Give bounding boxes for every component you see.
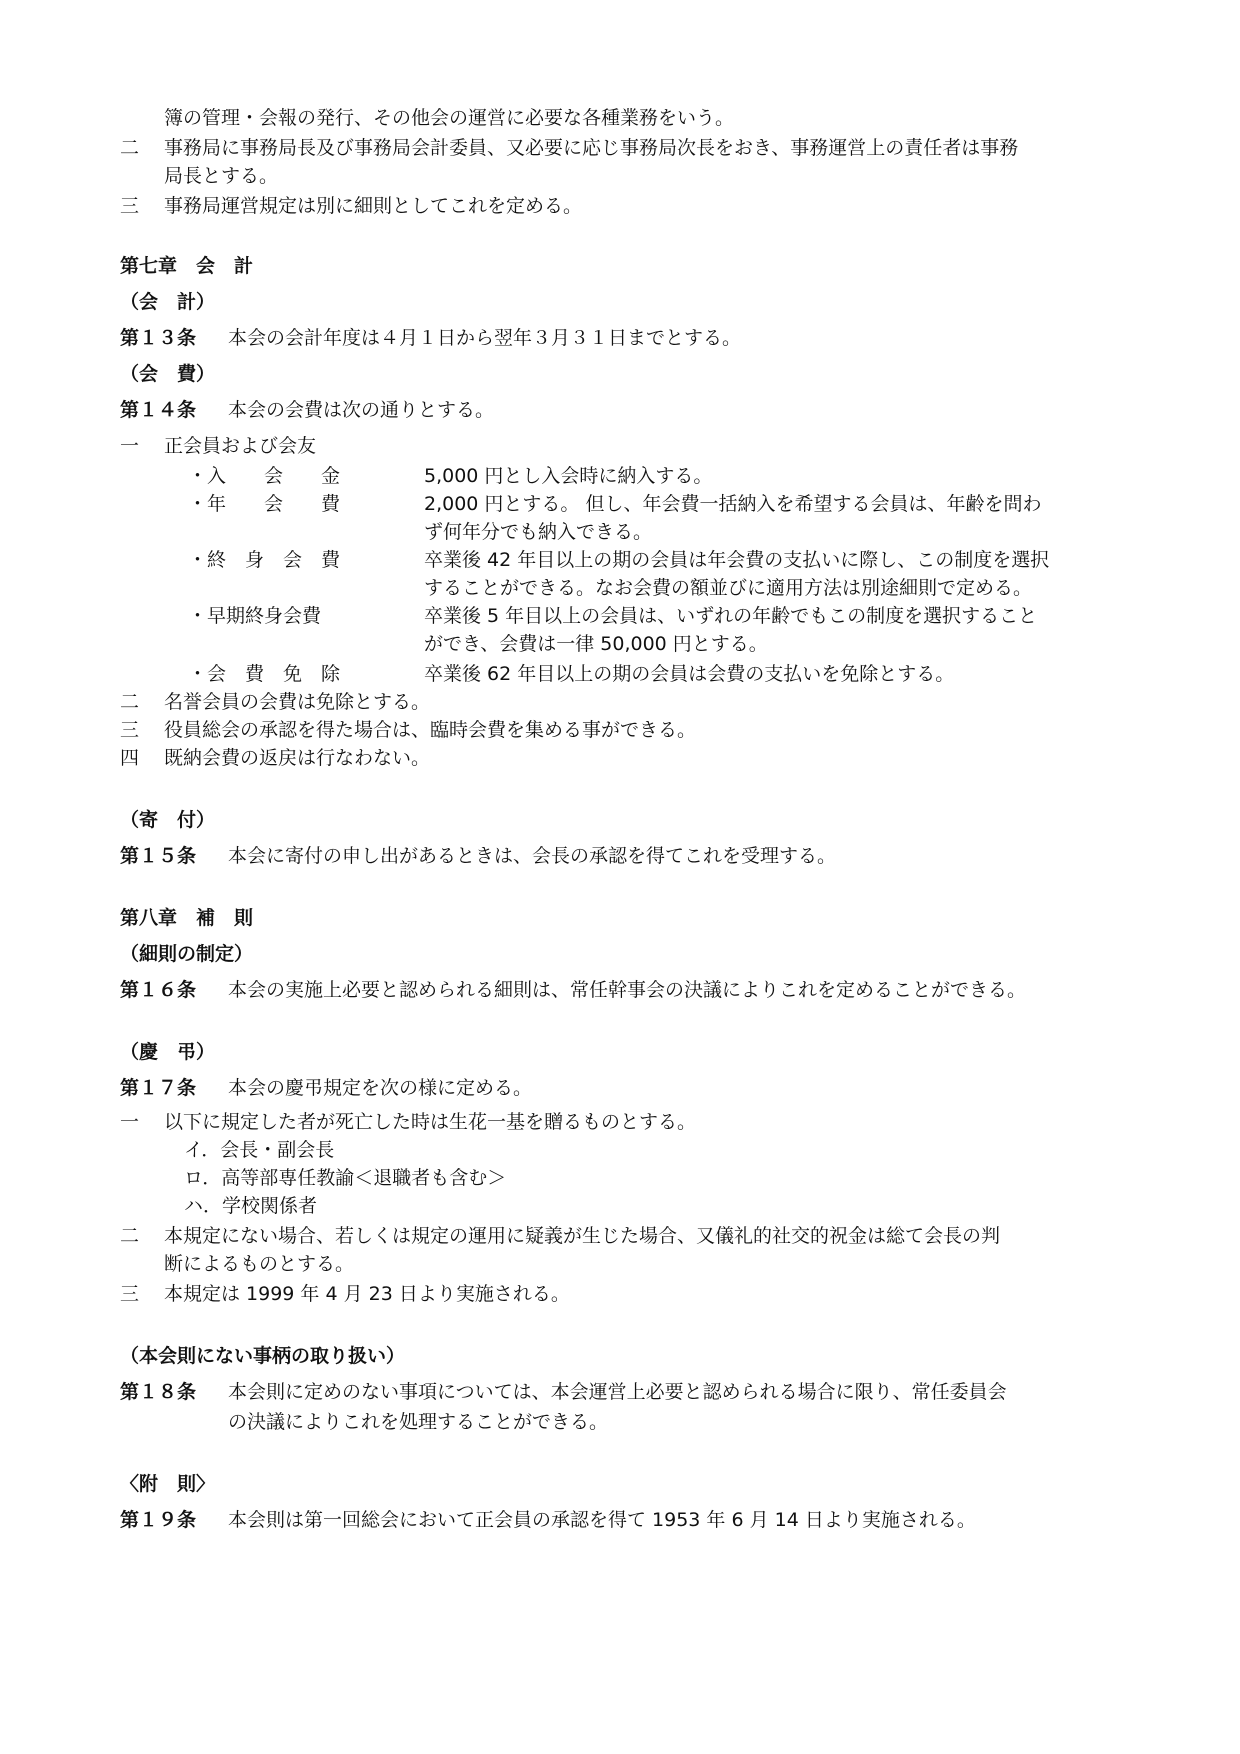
article-text: 本会に寄付の申し出があるときは、会長の承認を得てこれを受理する。: [228, 845, 837, 867]
item-number: 三: [120, 719, 140, 741]
fee-label: ・入 会 金: [188, 465, 341, 487]
item-text: 正会員および会友: [164, 435, 317, 457]
article-label: 第１５条: [120, 845, 197, 867]
article: [0, 976, 1240, 1004]
list-item: [0, 1222, 1240, 1250]
item-number: 二: [120, 137, 140, 159]
list-item: [0, 192, 1240, 220]
item-text: 既納会費の返戻は行なわない。: [164, 747, 431, 769]
list-item: [0, 688, 1240, 716]
list-item: [0, 744, 1240, 772]
item-text: 事務局に事務局長及び事務局会計委員、又必要に応じ事務局次長をおき、事務運営上の責任者は事務: [164, 137, 1019, 159]
list-item: [0, 1280, 1240, 1308]
article: [0, 1506, 1240, 1534]
fee-description: 卒業後 62 年目以上の期の会員は会費の支払いを免除とする。: [424, 663, 955, 685]
fee-row: [0, 660, 1240, 688]
article-label: 第１８条: [120, 1381, 197, 1403]
article-text: 本会の慶弔規定を次の様に定める。: [228, 1077, 533, 1099]
fee-row: [0, 546, 1240, 574]
item-text-continued: 局長とする。: [164, 165, 279, 187]
fee-label: ・年 会 費: [188, 493, 341, 515]
article: [0, 396, 1240, 424]
article-label: 第１９条: [120, 1509, 197, 1531]
chapter-title: 第七章 会 計: [120, 255, 254, 277]
fee-row: [0, 602, 1240, 630]
article: [0, 1074, 1240, 1102]
article: [0, 324, 1240, 352]
sub-list-item: ハ．学校関係者: [184, 1195, 318, 1217]
article-label: 第１６条: [120, 979, 197, 1001]
item-number: 一: [120, 1111, 140, 1133]
fee-label: ・終 身 会 費: [188, 549, 341, 571]
section-heading: （会 計）: [120, 291, 216, 313]
item-text: 役員総会の承認を得た場合は、臨時会費を集める事ができる。: [164, 719, 697, 741]
fee-description: 2,000 円とする。 但し、年会費一括納入を希望する会員は、年齢を問わ: [424, 493, 1042, 515]
item-text-continued: 断によるものとする。: [164, 1253, 355, 1275]
item-text: 本規定にない場合、若しくは規定の運用に疑義が生じた場合、又儀礼的社交的祝金は総て会長の判: [164, 1225, 1001, 1247]
sub-list-item: ロ．高等部専任教諭＜退職者も含む＞: [184, 1167, 507, 1189]
article-text: 本会の実施上必要と認められる細則は、常任幹事会の決議によりこれを定めることができる。: [228, 979, 1027, 1001]
item-text: 事務局運営規定は別に細則としてこれを定める。: [164, 195, 583, 217]
item-text: 以下に規定した者が死亡した時は生花一基を贈るものとする。: [164, 1111, 697, 1133]
section-heading: （寄 付）: [120, 809, 216, 831]
section-heading: 〈附 則〉: [120, 1473, 216, 1495]
item-number: 一: [120, 435, 140, 457]
fee-row: [0, 490, 1240, 518]
item-text: 名誉会員の会費は免除とする。: [164, 691, 431, 713]
continuation-text: 簿の管理・会報の発行、その他会の運営に必要な各種業務をいう。: [164, 107, 735, 129]
fee-description-continued: することができる。なお会費の額並びに適用方法は別途細則で定める。: [424, 577, 1033, 599]
item-number: 三: [120, 1283, 140, 1305]
fee-label: ・早期終身会費: [188, 605, 322, 627]
item-number: 二: [120, 691, 140, 713]
article-text-continued: の決議によりこれを処理することができる。: [228, 1411, 609, 1433]
section-heading: （本会則にない事柄の取り扱い）: [120, 1345, 406, 1367]
fee-description: 卒業後 5 年目以上の会員は、いずれの年齢でもこの制度を選択すること: [424, 605, 1038, 627]
fee-description: 5,000 円とし入会時に納入する。: [424, 465, 713, 487]
list-item: [0, 1108, 1240, 1136]
sub-list-item: イ．会長・副会長: [184, 1139, 335, 1161]
article-text: 本会則は第一回総会において正会員の承認を得て 1953 年 6 月 14 日より実施される。: [228, 1509, 976, 1531]
article-label: 第１４条: [120, 399, 197, 421]
item-number: 三: [120, 195, 140, 217]
fee-row: [0, 462, 1240, 490]
item-number: 四: [120, 747, 140, 769]
fee-description-continued: ができ、会費は一律 50,000 円とする。: [424, 633, 768, 655]
article-text: 本会の会計年度は４月１日から翌年３月３１日までとする。: [228, 327, 742, 349]
fee-description-continued: ず何年分でも納入できる。: [424, 521, 653, 543]
article-label: 第１３条: [120, 327, 197, 349]
list-item: [0, 716, 1240, 744]
fee-label: ・会 費 免 除: [188, 663, 341, 685]
section-heading: （会 費）: [120, 363, 216, 385]
article: [0, 842, 1240, 870]
item-text: 本規定は 1999 年 4 月 23 日より実施される。: [164, 1283, 570, 1305]
article: [0, 1378, 1240, 1406]
chapter-title: 第八章 補 則: [120, 907, 254, 929]
article-text: 本会則に定めのない事項については、本会運営上必要と認められる場合に限り、常任委員会: [228, 1381, 1007, 1403]
section-heading: （細則の制定）: [120, 943, 254, 965]
list-item: [0, 134, 1240, 162]
article-label: 第１７条: [120, 1077, 197, 1099]
section-heading: （慶 弔）: [120, 1041, 216, 1063]
article-text: 本会の会費は次の通りとする。: [228, 399, 495, 421]
item-number: 二: [120, 1225, 140, 1247]
fee-description: 卒業後 42 年目以上の期の会員は年会費の支払いに際し、この制度を選択: [424, 549, 1050, 571]
list-item: [0, 432, 1240, 460]
